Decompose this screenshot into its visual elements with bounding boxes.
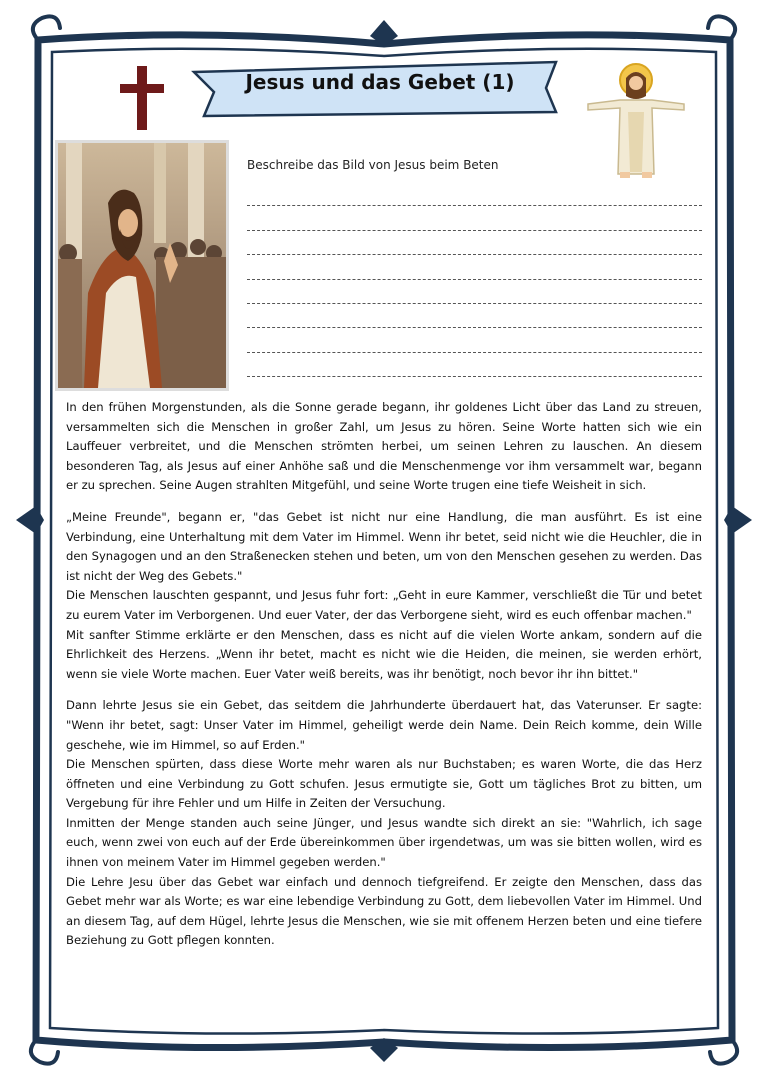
story-paragraph: Mit sanfter Stimme erklärte er den Menschen, dass es nicht auf die vielen Worte ankam, sondern auf die Ehrlichkeit des Herzens. „Wenn ihr betet, macht es nicht wie die Heiden, die meinen, sie werden erhört, wenn sie viele Worte machen. Euer Vater weiß bereits, was ihr benötigt, noch bevor ihr ihn bittet." — [66, 627, 702, 681]
story-paragraph: Dann lehrte Jesus sie ein Gebet, das seitdem die Jahrhunderte überdauert hat, das Vaterunser. Er sagte: "Wenn ihr betet, sagt: Unser Vater im Himmel, geheiligt werde dein Name. Dein Reich komme, dein Wille geschehe, wie im Himmel, so auf Erden." — [66, 698, 702, 752]
story-paragraph: In den frühen Morgenstunden, als die Sonne gerade begann, ihr goldenes Licht über das Land zu streuen, versammelten sich die Menschen in großer Zahl, um Jesus zu hören. Seine Worte hatten sich wie ein Lauffeuer verbreitet, und die Menschen strömten herbei, um seinen Lehren zu lauschen. An diesem besonderen Tag, als Jesus auf einer Anhöhe saß und die Menschenmenge vor ihm versammelt war, begann er zu sprechen. Seine Augen strahlten Mitgefühl, und seine Worte trugen eine tiefe Weisheit in sich. — [66, 400, 702, 493]
answer-line[interactable] — [247, 328, 702, 352]
jesus-figure-icon — [580, 62, 692, 182]
answer-line[interactable] — [247, 255, 702, 279]
answer-line[interactable] — [247, 182, 702, 206]
answer-line[interactable] — [247, 304, 702, 328]
cross-icon — [118, 64, 166, 132]
task-prompt: Beschreibe das Bild von Jesus beim Beten — [247, 158, 499, 172]
story-paragraph: Die Lehre Jesu über das Gebet war einfach und dennoch tiefgreifend. Er zeigte den Menschen, dass das Gebet mehr war als Worte; es war eine lebendige Verbindung zu Gott, dem liebevollen Vater im Himmel. Und an diesem Tag, auf dem Hügel, lehrte Jesus die Menschen, wie sie mit offenem Herzen beten und eine tiefere Beziehung zu Gott pflegen konnten. — [66, 874, 702, 948]
story-paragraph: Die Menschen spürten, dass diese Worte mehr waren als nur Buchstaben; es waren Worte, die das Herz öffneten und eine Verbindung zu Gott schufen. Jesus ermutigte sie, Gott um tägliches Brot zu bitten, um Vergebung für ihre Fehler und um Hilfe in Zeiten der Versuchung. — [66, 757, 702, 811]
story-paragraph: „Meine Freunde", begann er, "das Gebet ist nicht nur eine Handlung, die man ausführt. Es ist eine Verbindung, eine Unterhaltung mit dem Vater im Himmel. Wenn ihr betet, seid nicht wie die Heuchler, die in den Synagogen und an den Straßenecken stehen und beten, um von den Menschen gesehen zu werden. Das ist nicht der Weg des Gebets." — [66, 509, 702, 583]
praying-jesus-picture — [58, 143, 226, 388]
answer-line[interactable] — [247, 206, 702, 230]
answer-line[interactable] — [247, 231, 702, 255]
answer-line[interactable] — [247, 353, 702, 377]
story-paragraph: Inmitten der Menge standen auch seine Jünger, und Jesus wandte sich direkt an sie: "Wahrlich, ich sage euch, wenn zwei von euch auf der Erde übereinkommen über irgendetwas, um was sie bitten wollen, wird es ihnen von meinem Vater im Himmel gegeben werden." — [66, 815, 702, 870]
story-text — [66, 398, 702, 951]
answer-lines — [247, 182, 702, 377]
answer-line[interactable] — [247, 280, 702, 304]
story-paragraph: Die Menschen lauschten gespannt, und Jesus fuhr fort: „Geht in eure Kammer, verschließt die Tür und betet zu eurem Vater im Verborgenen. Und euer Vater, der das Verborgene sieht, wird es euch offenbar machen." — [66, 588, 702, 622]
page-title: Jesus und das Gebet (1) — [245, 70, 515, 94]
